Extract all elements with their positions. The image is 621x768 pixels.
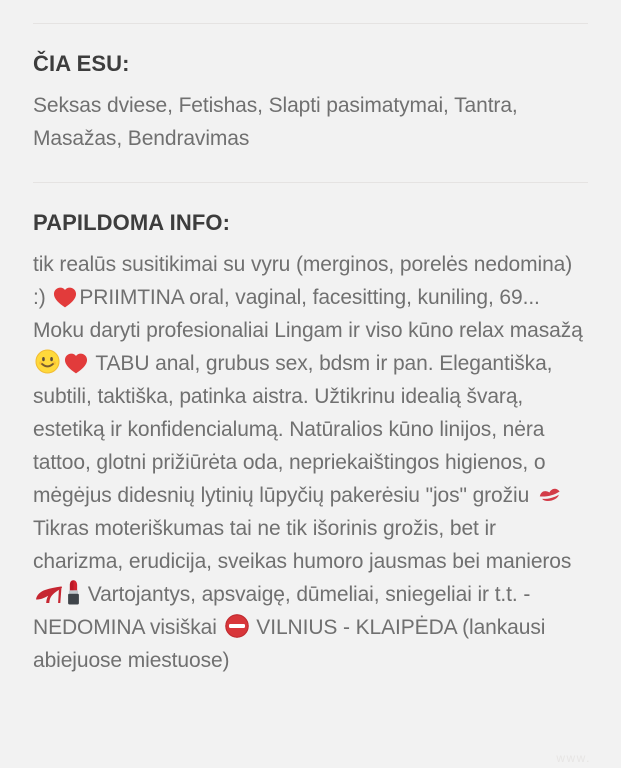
kiss-mark-icon (536, 483, 564, 507)
section-divider (33, 182, 588, 183)
section-cia-esu (33, 51, 588, 155)
section-papildoma-info (33, 210, 588, 677)
red-heart-icon (63, 351, 89, 375)
smiling-face-icon (34, 348, 61, 375)
lipstick-icon (66, 579, 81, 606)
high-heel-icon (34, 582, 64, 606)
no-entry-icon (224, 613, 250, 639)
section-divider (33, 23, 588, 24)
section-heading-cia-esu: ČIA ESU: (33, 51, 130, 76)
profile-content (0, 23, 621, 677)
section-body-papildoma-info: tik realūs susitikimai su vyru (merginos, porelės nedomina) :) PRIIMTINA oral, vaginal, facesitting, kuniling, 69... Moku daryti profesionaliai Lingam ir viso kūno relax masažą TABU anal, grubus sex, bdsm ir pan. Elegantiška, subtili, taktiška, patinka aistra. Užtikrinu idealią švarą, estetiką ir konfidencialumą. Natūralios kūno linijos, nėra tattoo, glotni prižiūrėta oda, nepriekaištingos higienos, o mėgėjus didesnių lytinių lūpyčių pakerėsiu "jos" grožiu Tikras moteriškumas tai ne tik išorinis grožis, bet ir charizma, erudicija, sveikas humoro jausmas bei manieros Vartojantys, apsvaigę, dūmeliai, sniegeliai ir t.t. - NEDOMINA visiškai VILNIUS - KLAIPĖDA (lankausi abiejuose miestuose) (33, 253, 583, 672)
watermark: www. (556, 751, 591, 765)
section-body-cia-esu: Seksas dviese, Fetishas, Slapti pasimatymai, Tantra, Masažas, Bendravimas (33, 94, 518, 150)
red-heart-icon (52, 285, 78, 309)
section-heading-papildoma-info: PAPILDOMA INFO: (33, 210, 231, 235)
